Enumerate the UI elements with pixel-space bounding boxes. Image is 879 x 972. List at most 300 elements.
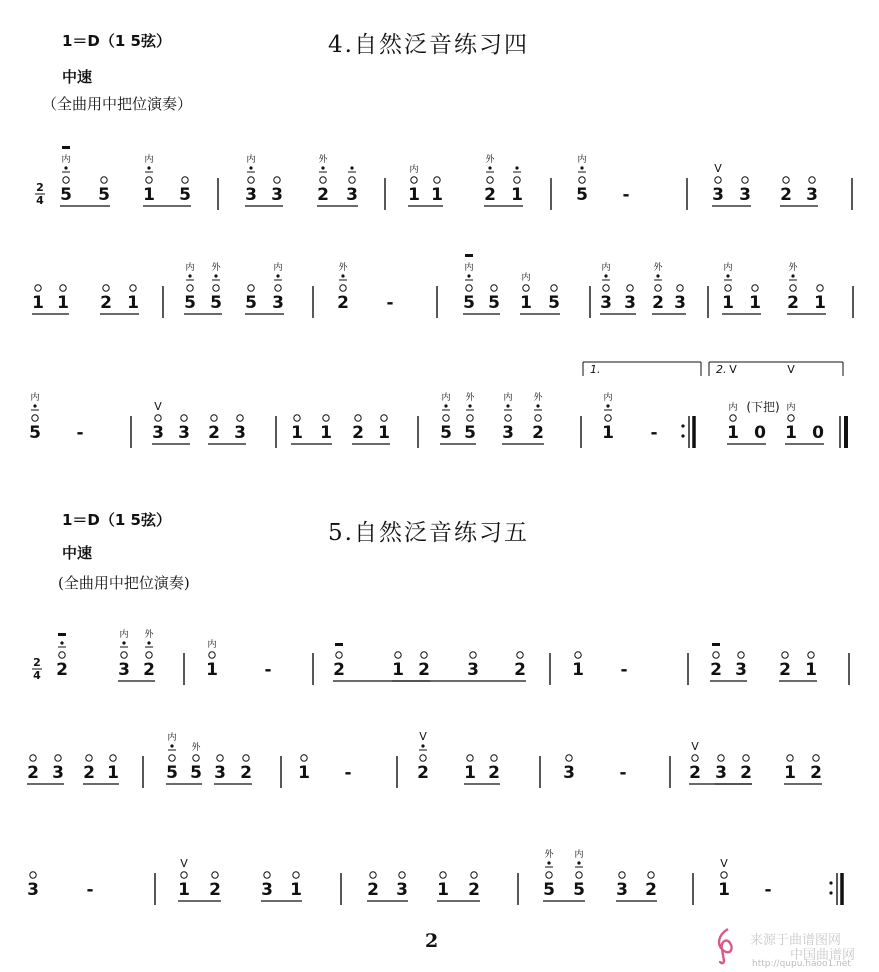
harmonic-circle <box>655 285 661 291</box>
harmonic-circle <box>248 177 254 183</box>
inner-string-mark: 内 <box>574 850 584 860</box>
note: 1 <box>408 185 420 205</box>
note: 3 <box>712 185 724 205</box>
watermark-site: 中国曲谱网 <box>790 948 856 963</box>
note: 3 <box>234 423 246 443</box>
note: 2 <box>810 763 822 783</box>
harmonic-circle <box>715 177 721 183</box>
harmonic-circle <box>725 285 731 291</box>
note: 2 <box>417 763 429 783</box>
harmonic-circle <box>743 755 749 761</box>
outer-string-mark: 外 <box>653 263 663 273</box>
harmonic-circle <box>742 177 748 183</box>
note: 3 <box>245 185 257 205</box>
note: 3 <box>502 423 514 443</box>
outer-string-mark: 外 <box>544 850 554 860</box>
harmonic-circle <box>787 755 793 761</box>
finger-dot <box>350 166 353 169</box>
harmonic-circle <box>293 872 299 878</box>
ex4-title: 4.自然泛音练习四 <box>328 32 529 58</box>
inner-string-mark: 内 <box>603 393 613 403</box>
harmonic-circle <box>212 872 218 878</box>
note: 3 <box>600 293 612 313</box>
inner-string-mark: 内 <box>144 155 154 165</box>
note: 0 <box>754 423 766 443</box>
note: 5 <box>179 185 191 205</box>
volta-label-2: 2. <box>716 363 727 376</box>
finger-dot <box>214 274 217 277</box>
harmonic-circle <box>440 872 446 878</box>
watermark-url: http://qupu.haoo1.net <box>752 959 851 969</box>
harmonic-circle <box>248 285 254 291</box>
harmonic-circle <box>546 872 552 878</box>
down-bow-mark <box>58 633 66 636</box>
harmonic-circle <box>738 652 744 658</box>
harmonic-circle <box>103 285 109 291</box>
note: 1 <box>722 293 734 313</box>
harmonic-circle <box>788 415 794 421</box>
outer-string-mark: 外 <box>144 630 154 640</box>
finger-dot <box>467 274 470 277</box>
note: 3 <box>674 293 686 313</box>
note: 1 <box>572 660 584 680</box>
repeat-dot <box>681 424 684 427</box>
finger-dot <box>444 404 447 407</box>
harmonic-circle <box>467 755 473 761</box>
harmonic-circle <box>421 652 427 658</box>
down-bow-mark <box>335 643 343 646</box>
note: 5 <box>210 293 222 313</box>
note: 2 <box>100 293 112 313</box>
harmonic-circle <box>466 285 472 291</box>
note: 1 <box>291 423 303 443</box>
harmonic-circle <box>381 415 387 421</box>
note: 5 <box>245 293 257 313</box>
up-bow-mark: V <box>180 857 188 870</box>
note: 1 <box>749 293 761 313</box>
finger-dot <box>249 166 252 169</box>
harmonic-circle <box>169 755 175 761</box>
harmonic-circle <box>187 285 193 291</box>
note: 2 <box>532 423 544 443</box>
harmonic-circle <box>55 755 61 761</box>
note: 3 <box>27 880 39 900</box>
note: 1 <box>814 293 826 313</box>
harmonic-circle <box>648 872 654 878</box>
rest-dash: - <box>620 660 628 680</box>
outer-string-mark: 外 <box>318 155 328 165</box>
note: 2 <box>317 185 329 205</box>
finger-dot <box>656 274 659 277</box>
up-bow-mark: V <box>154 400 162 413</box>
harmonic-circle <box>434 177 440 183</box>
harmonic-circle <box>467 415 473 421</box>
note: 1 <box>727 423 739 443</box>
inner-string-mark: 内 <box>728 403 738 413</box>
harmonic-circle <box>320 177 326 183</box>
finger-dot <box>536 404 539 407</box>
rest-dash: - <box>344 763 352 783</box>
harmonic-circle <box>605 415 611 421</box>
note: 2 <box>689 763 701 783</box>
harmonic-circle <box>294 415 300 421</box>
outer-string-mark: 外 <box>533 393 543 403</box>
finger-dot <box>321 166 324 169</box>
harmonic-circle <box>181 415 187 421</box>
harmonic-circle <box>487 177 493 183</box>
down-bow-mark <box>465 254 473 257</box>
harmonic-circle <box>579 177 585 183</box>
inner-string-mark: 内 <box>409 165 419 175</box>
inner-string-mark: 内 <box>185 263 195 273</box>
note: 1 <box>718 880 730 900</box>
rest-dash: - <box>86 880 94 900</box>
finger-dot <box>170 744 173 747</box>
note: 2 <box>488 763 500 783</box>
note: 2 <box>352 423 364 443</box>
harmonic-circle <box>411 177 417 183</box>
finger-dot <box>147 641 150 644</box>
note: 2 <box>56 660 68 680</box>
note: 1 <box>437 880 449 900</box>
note: 2 <box>710 660 722 680</box>
finger-dot <box>726 274 729 277</box>
harmonic-circle <box>32 415 38 421</box>
finger-dot <box>791 274 794 277</box>
harmonic-circle <box>217 755 223 761</box>
inner-string-mark: 内 <box>601 263 611 273</box>
harmonic-circle <box>101 177 107 183</box>
harmonic-circle <box>349 177 355 183</box>
finger-dot <box>60 641 63 644</box>
note: 1 <box>464 763 476 783</box>
note: 2 <box>484 185 496 205</box>
note: 1 <box>127 293 139 313</box>
finger-dot <box>147 166 150 169</box>
harmonic-circle <box>619 872 625 878</box>
finger-dot <box>276 274 279 277</box>
inner-string-mark: 内 <box>167 733 177 743</box>
watermark-logo-icon <box>708 925 744 965</box>
harmonic-circle <box>730 415 736 421</box>
note: 1 <box>143 185 155 205</box>
ex4-key-signature: 1＝D（1 5弦） <box>62 32 171 50</box>
harmonic-circle <box>213 285 219 291</box>
up-bow-mark: V <box>419 730 427 743</box>
harmonic-circle <box>535 415 541 421</box>
note: 1 <box>206 660 218 680</box>
harmonic-circle <box>323 415 329 421</box>
time-signature-top: 2 <box>36 181 44 194</box>
note: 2 <box>83 763 95 783</box>
note: 1 <box>320 423 332 443</box>
finger-dot <box>122 641 125 644</box>
inner-string-mark: 内 <box>30 393 40 403</box>
volta-label-1: 1. <box>590 363 601 376</box>
harmonic-circle <box>35 285 41 291</box>
note: 2 <box>208 423 220 443</box>
note: 3 <box>563 763 575 783</box>
note: 5 <box>488 293 500 313</box>
harmonic-circle <box>146 652 152 658</box>
ex5-performance-note: (全曲用中把位演奏) <box>58 574 190 592</box>
harmonic-circle <box>471 872 477 878</box>
harmonic-circle <box>576 872 582 878</box>
harmonic-circle <box>275 285 281 291</box>
ex4-tempo: 中速 <box>62 68 93 86</box>
harmonic-circle <box>783 177 789 183</box>
note: 5 <box>184 293 196 313</box>
note: 3 <box>214 763 226 783</box>
harmonic-circle <box>60 285 66 291</box>
note: 3 <box>152 423 164 443</box>
finger-dot <box>468 404 471 407</box>
note: 1 <box>32 293 44 313</box>
note: 5 <box>29 423 41 443</box>
harmonic-circle <box>603 285 609 291</box>
note: 5 <box>543 880 555 900</box>
note: 2 <box>780 185 792 205</box>
note: 1 <box>290 880 302 900</box>
note: 2 <box>337 293 349 313</box>
harmonic-circle <box>505 415 511 421</box>
inner-string-mark: 内 <box>61 155 71 165</box>
harmonic-circle <box>517 652 523 658</box>
harmonic-circle <box>443 415 449 421</box>
harmonic-circle <box>566 755 572 761</box>
harmonic-circle <box>491 755 497 761</box>
harmonic-circle <box>808 652 814 658</box>
harmonic-circle <box>237 415 243 421</box>
watermark-text: 来源于曲谱图网 <box>750 933 842 948</box>
up-bow-mark: V <box>787 363 795 376</box>
note: 2 <box>787 293 799 313</box>
harmonic-circle <box>301 755 307 761</box>
harmonic-circle <box>355 415 361 421</box>
up-bow-mark: V <box>720 857 728 870</box>
outer-string-mark: 外 <box>211 263 221 273</box>
inner-string-mark: 内 <box>273 263 283 273</box>
note: 3 <box>739 185 751 205</box>
harmonic-circle <box>491 285 497 291</box>
ex5-key-signature: 1＝D（1 5弦） <box>62 511 171 529</box>
note: 3 <box>396 880 408 900</box>
note: 5 <box>440 423 452 443</box>
note: 1 <box>431 185 443 205</box>
harmonic-circle <box>370 872 376 878</box>
harmonic-circle <box>59 652 65 658</box>
inner-string-mark: 内 <box>246 155 256 165</box>
harmonic-circle <box>523 285 529 291</box>
harmonic-circle <box>340 285 346 291</box>
note: 1 <box>107 763 119 783</box>
harmonic-circle <box>551 285 557 291</box>
note: 5 <box>548 293 560 313</box>
harmonic-circle <box>677 285 683 291</box>
inner-string-mark: 内 <box>119 630 129 640</box>
repeat-dot <box>829 881 832 884</box>
note: 5 <box>190 763 202 783</box>
note: 3 <box>52 763 64 783</box>
finger-dot <box>506 404 509 407</box>
inner-string-mark: 内 <box>207 640 217 650</box>
rest-dash: - <box>764 880 772 900</box>
note: 3 <box>624 293 636 313</box>
harmonic-circle <box>809 177 815 183</box>
harmonic-circle <box>790 285 796 291</box>
harmonic-circle <box>782 652 788 658</box>
harmonic-circle <box>274 177 280 183</box>
note: 3 <box>735 660 747 680</box>
outer-string-mark: 外 <box>465 393 475 403</box>
note: 2 <box>645 880 657 900</box>
note: 1 <box>784 763 796 783</box>
note: 1 <box>785 423 797 443</box>
note: 3 <box>178 423 190 443</box>
note: 2 <box>418 660 430 680</box>
harmonic-circle <box>182 177 188 183</box>
harmonic-circle <box>86 755 92 761</box>
note: 2 <box>333 660 345 680</box>
finger-dot <box>64 166 67 169</box>
note: 3 <box>715 763 727 783</box>
note: 1 <box>511 185 523 205</box>
rest-dash: - <box>622 185 630 205</box>
note: 2 <box>514 660 526 680</box>
rest-dash: - <box>76 423 84 443</box>
repeat-dot <box>829 891 832 894</box>
up-bow-mark: V <box>714 162 722 175</box>
note: 2 <box>740 763 752 783</box>
note: 2 <box>27 763 39 783</box>
note: 5 <box>573 880 585 900</box>
page-number: 2 <box>425 930 439 952</box>
note: 3 <box>118 660 130 680</box>
harmonic-circle <box>420 755 426 761</box>
harmonic-circle <box>395 652 401 658</box>
lower-position-note: (下把) <box>746 400 780 414</box>
note: 1 <box>805 660 817 680</box>
down-bow-mark <box>62 146 70 149</box>
harmonic-circle <box>155 415 161 421</box>
note: 5 <box>463 293 475 313</box>
harmonic-circle <box>121 652 127 658</box>
harmonic-circle <box>813 755 819 761</box>
finger-dot <box>488 166 491 169</box>
rest-dash: - <box>650 423 658 443</box>
inner-string-mark: 内 <box>786 403 796 413</box>
note: 1 <box>378 423 390 443</box>
note: 1 <box>602 423 614 443</box>
inner-string-mark: 内 <box>577 155 587 165</box>
harmonic-circle <box>211 415 217 421</box>
harmonic-circle <box>63 177 69 183</box>
note: 5 <box>98 185 110 205</box>
harmonic-circle <box>146 177 152 183</box>
finger-dot <box>580 166 583 169</box>
finger-dot <box>421 744 424 747</box>
note: 5 <box>166 763 178 783</box>
harmonic-circle <box>30 872 36 878</box>
rest-dash: - <box>386 293 394 313</box>
note: 2 <box>468 880 480 900</box>
note: 3 <box>261 880 273 900</box>
ex5-tempo: 中速 <box>62 544 93 562</box>
note: 1 <box>57 293 69 313</box>
harmonic-circle <box>752 285 758 291</box>
harmonic-circle <box>721 872 727 878</box>
finger-dot <box>606 404 609 407</box>
note: 3 <box>616 880 628 900</box>
harmonic-circle <box>209 652 215 658</box>
note: 0 <box>812 423 824 443</box>
harmonic-circle <box>817 285 823 291</box>
up-bow-mark: V <box>729 363 737 376</box>
harmonic-circle <box>336 652 342 658</box>
note: 5 <box>60 185 72 205</box>
note: 1 <box>520 293 532 313</box>
harmonic-circle <box>193 755 199 761</box>
time-signature-top: 2 <box>33 656 41 669</box>
note: 5 <box>464 423 476 443</box>
note: 3 <box>467 660 479 680</box>
note: 1 <box>392 660 404 680</box>
harmonic-circle <box>713 652 719 658</box>
harmonic-circle <box>470 652 476 658</box>
note: 3 <box>272 293 284 313</box>
harmonic-circle <box>692 755 698 761</box>
note: 2 <box>367 880 379 900</box>
inner-string-mark: 内 <box>503 393 513 403</box>
harmonic-circle <box>627 285 633 291</box>
finger-dot <box>547 861 550 864</box>
rest-dash: - <box>264 660 272 680</box>
harmonic-circle <box>514 177 520 183</box>
note: 3 <box>271 185 283 205</box>
finger-dot <box>33 404 36 407</box>
note: 3 <box>806 185 818 205</box>
down-bow-mark <box>712 643 720 646</box>
inner-string-mark: 内 <box>441 393 451 403</box>
note: 5 <box>576 185 588 205</box>
finger-dot <box>604 274 607 277</box>
outer-string-mark: 外 <box>191 743 201 753</box>
inner-string-mark: 内 <box>464 263 474 273</box>
up-bow-mark: V <box>691 740 699 753</box>
inner-string-mark: 内 <box>521 273 531 283</box>
harmonic-circle <box>718 755 724 761</box>
harmonic-circle <box>30 755 36 761</box>
harmonic-circle <box>243 755 249 761</box>
harmonic-circle <box>181 872 187 878</box>
harmonic-circle <box>575 652 581 658</box>
harmonic-circle <box>399 872 405 878</box>
outer-string-mark: 外 <box>788 263 798 273</box>
finger-dot <box>515 166 518 169</box>
ex4-performance-note: （全曲用中把位演奏） <box>42 95 193 113</box>
harmonic-circle <box>110 755 116 761</box>
finger-dot <box>341 274 344 277</box>
note: 2 <box>143 660 155 680</box>
outer-string-mark: 外 <box>485 155 495 165</box>
outer-string-mark: 外 <box>338 263 348 273</box>
harmonic-circle <box>130 285 136 291</box>
note: 2 <box>209 880 221 900</box>
note: 2 <box>779 660 791 680</box>
note: 3 <box>346 185 358 205</box>
note: 2 <box>240 763 252 783</box>
rest-dash: - <box>619 763 627 783</box>
